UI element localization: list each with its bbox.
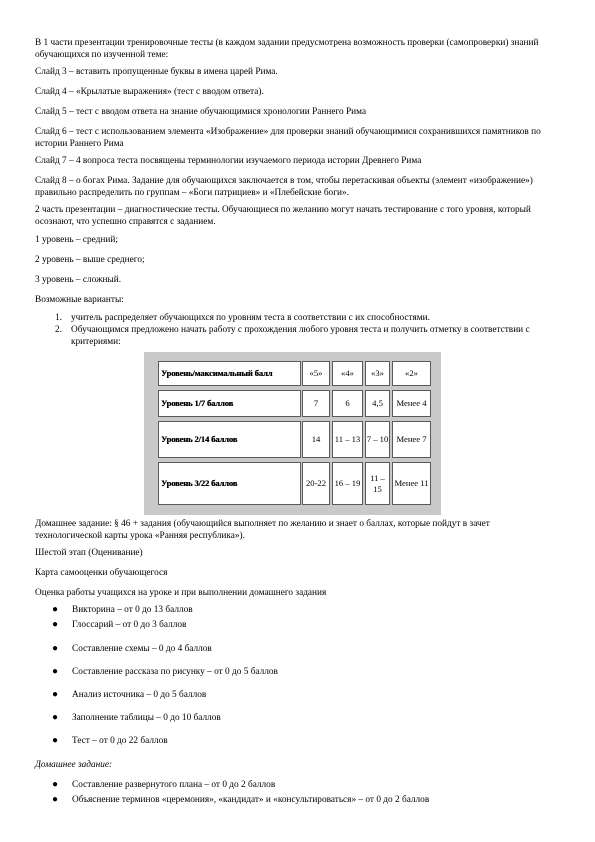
bullet-icon: ● bbox=[52, 619, 59, 630]
list-item bbox=[35, 324, 557, 348]
table-header-cell: «5» bbox=[302, 361, 330, 386]
level-1-paragraph: 1 уровень – средний; bbox=[35, 235, 118, 245]
level-2-paragraph: 2 уровень – выше среднего; bbox=[35, 255, 145, 265]
table-header-cell: «3» bbox=[365, 361, 390, 386]
slide-7-paragraph: Слайд 7 – 4 вопроса теста посвящены терминологии изучаемого периода истории Древнего Рима bbox=[35, 156, 422, 166]
homework-paragraph: Домашнее задание: § 46 + задания (обучающийся выполняет по желанию и знает о баллах, которые пойдут в зачет технологической карты урока «Ранняя республика»). bbox=[35, 519, 490, 542]
table-header-cell: «4» bbox=[332, 361, 363, 386]
table-cell: Менее 11 bbox=[392, 462, 431, 505]
table-cell: 6 bbox=[332, 390, 363, 417]
table-cell: 7 – 10 bbox=[365, 421, 390, 458]
options-list bbox=[35, 312, 557, 349]
table-cell: 16 – 19 bbox=[332, 462, 363, 505]
list-item-text: Заполнение таблицы – 0 до 10 баллов bbox=[72, 713, 221, 723]
table-row-label: Уровень 2/14 баллов bbox=[158, 421, 301, 458]
table-cell: 20-22 bbox=[302, 462, 330, 505]
bullet-icon: ● bbox=[52, 643, 59, 654]
bullet-icon: ● bbox=[52, 794, 59, 805]
list-item-text: Составление схемы – 0 до 4 баллов bbox=[72, 644, 212, 654]
list-item bbox=[35, 312, 557, 324]
table-cell: 4,5 bbox=[365, 390, 390, 417]
stage-6-heading: Шестой этап (Оценивание) bbox=[35, 548, 143, 558]
bullet-icon: ● bbox=[52, 712, 59, 723]
table-cell: 11 – 15 bbox=[365, 462, 390, 505]
list-item-text: Викторина – от 0 до 13 баллов bbox=[72, 605, 193, 615]
bullet-icon: ● bbox=[52, 779, 59, 790]
bullet-icon: ● bbox=[52, 666, 59, 677]
evaluation-paragraph: Оценка работы учащихся на уроке и при выполнении домашнего задания bbox=[35, 588, 327, 598]
slide-6-paragraph: Слайд 6 – тест с использованием элемента «Изображение» для проверки знаний обучающимися сохранившихся памятников по истории Раннего Рима bbox=[35, 127, 541, 150]
table-header-cell: «2» bbox=[392, 361, 431, 386]
slide-8-paragraph: Слайд 8 – о богах Рима. Задание для обучающихся заключается в том, чтобы перетаскивая объекты (элемент «изображение») правильно распределить по группам – «Боги патрициев» и «Плебейские боги». bbox=[35, 176, 533, 199]
table-cell: 14 bbox=[302, 421, 330, 458]
list-item-number: 2. bbox=[55, 325, 62, 336]
list-item-number: 1. bbox=[55, 313, 62, 323]
list-item-text: Глоссарий – от 0 до 3 баллов bbox=[72, 620, 187, 630]
table-cell: 11 – 13 bbox=[332, 421, 363, 458]
table-header-cell: Уровень/максимальный балл bbox=[158, 361, 301, 386]
slide-5-paragraph: Слайд 5 – тест с вводом ответа на знание обучающимися хронологии Раннего Рима bbox=[35, 107, 367, 117]
list-item-text: Анализ источника – 0 до 5 баллов bbox=[72, 690, 207, 700]
list-item-text: Обучающимся предложено начать работу с прохождения любого уровня теста и получить отметку в соответствии с критериями: bbox=[71, 325, 530, 348]
table-row-label: Уровень 3/22 баллов bbox=[158, 462, 301, 505]
table-cell: Менее 4 bbox=[392, 390, 431, 417]
slide-4-paragraph: Слайд 4 – «Крылатые выражения» (тест с вводом ответа). bbox=[35, 87, 264, 97]
list-item-text: Объяснение терминов «церемония», «кандидат» и «консультироваться» – от 0 до 2 баллов bbox=[72, 795, 430, 805]
bullet-icon: ● bbox=[52, 735, 59, 746]
list-item-text: Составление развернутого плана – от 0 до 2 баллов bbox=[72, 780, 276, 790]
part-2-paragraph: 2 часть презентации – диагностические тесты. Обучающиеся по желанию могут начать тестирование с того уровня, который осознают, что успешно справятся с заданием. bbox=[35, 205, 531, 228]
variants-paragraph: Возможные варианты: bbox=[35, 295, 124, 305]
homework-heading: Домашнее задание: bbox=[35, 760, 113, 770]
list-item-text: Тест – от 0 до 22 баллов bbox=[72, 736, 168, 746]
self-assessment-card-title: Карта самооценки обучающегося bbox=[35, 568, 168, 578]
intro-paragraph: В 1 части презентации тренировочные тесты (в каждом задании предусмотрена возможность проверки (самопроверки) знаний обучающихся по изученной теме: bbox=[35, 38, 539, 61]
bullet-icon: ● bbox=[52, 604, 59, 615]
table-cell: Менее 7 bbox=[392, 421, 431, 458]
slide-3-paragraph: Слайд 3 – вставить пропущенные буквы в имена царей Рима. bbox=[35, 67, 278, 77]
table-row-label: Уровень 1/7 баллов bbox=[158, 390, 301, 417]
score-table bbox=[144, 352, 441, 515]
list-item-text: Составление рассказа по рисунку – от 0 до 5 баллов bbox=[72, 667, 278, 677]
level-3-paragraph: 3 уровень – сложный. bbox=[35, 275, 122, 285]
table-cell: 7 bbox=[302, 390, 330, 417]
list-item-text: учитель распределяет обучающихся по уровням теста в соответствии с их способностями. bbox=[71, 313, 430, 323]
bullet-icon: ● bbox=[52, 689, 59, 700]
